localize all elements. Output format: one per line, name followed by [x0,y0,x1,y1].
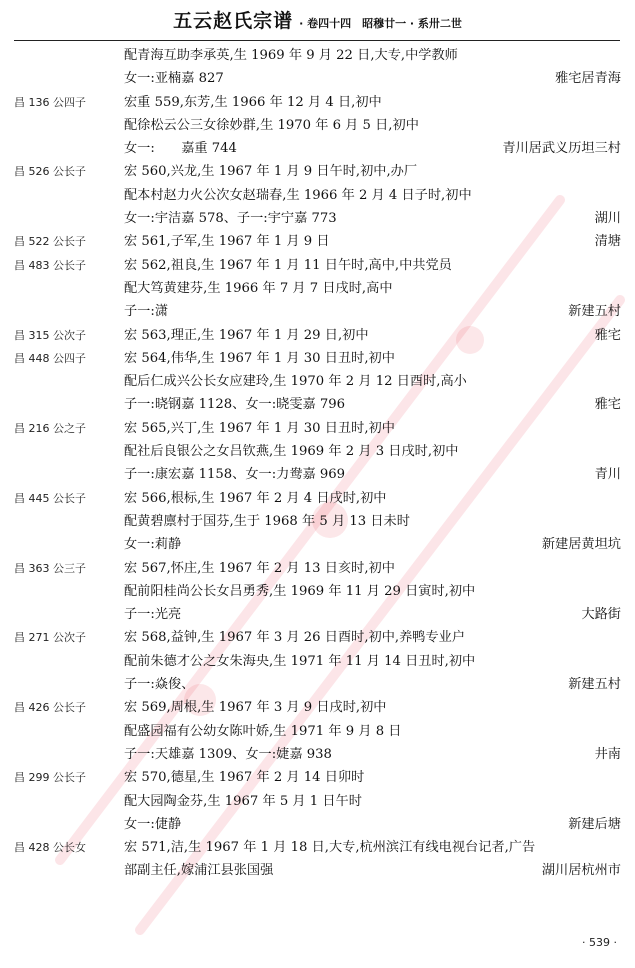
entry-text: 女一:宇洁嘉 578、子一:宇宁嘉 773 [124,211,337,227]
residence-label: 青川居武义历坦三村 [502,141,621,157]
entry-line [0,160,635,183]
entry-line [0,533,635,556]
residence-label: 大路街 [581,607,621,623]
residence-label: 青川 [594,467,621,483]
entry-text: 子一:光亮 [124,607,182,623]
page-number: · 539 · [582,936,617,949]
entry-text: 配盛园福有公幼女陈叶娇,生 1971 年 9 月 8 日 [124,723,402,739]
entry-text: 配黄碧廪村于国芬,生于 1968 年 5 月 13 日未时 [124,513,410,529]
lineage-ref: 昌 426 公长子 [14,701,86,715]
entry-line [0,300,635,323]
entry-text: 配本村赵力火公次女赵瑞春,生 1966 年 2 月 4 日子时,初中 [124,187,472,203]
entry-text: 宏 561,子军,生 1967 年 1 月 9 日 [124,234,330,250]
entry-line [0,44,635,67]
lineage-ref: 昌 483 公长子 [14,258,86,272]
genealogy-title: 五云赵氏宗谱 [173,10,294,32]
entry-line [0,510,635,533]
entry-text: 女一:莉静 [124,537,182,553]
entry-text: 宏 568,益钟,生 1967 年 3 月 26 日酉时,初中,养鸭专业户 [124,630,466,646]
entry-text: 女一:亚楠嘉 827 [124,71,224,87]
entry-line [0,114,635,137]
residence-label: 雅宅 [594,397,621,413]
entry-line [0,487,635,510]
entry-line [0,626,635,649]
entry-line [0,580,635,603]
entry-text: 配前阳桂尚公长女吕勇秀,生 1969 年 11 月 29 日寅时,初中 [124,583,476,599]
entry-text: 宏 564,伟华,生 1967 年 1 月 30 日丑时,初中 [124,350,395,366]
residence-label: 清塘 [594,234,621,250]
header-rule [14,40,620,41]
entry-text: 子一:晓钢嘉 1128、女一:晓雯嘉 796 [124,397,346,413]
residence-label: 湖川居杭州市 [541,863,621,879]
entry-line [0,766,635,789]
entry-text: 子一:潇 [124,304,169,320]
entry-text: 配前朱德才公之女朱海央,生 1971 年 11 月 14 日丑时,初中 [124,653,476,669]
residence-label: 新建五村 [568,677,621,693]
entry-line [0,650,635,673]
entry-line [0,67,635,90]
entry-line [0,207,635,230]
entry-line [0,603,635,626]
entry-text: 子一:焱俊、 [124,677,195,693]
entry-text: 女一:倢静 [124,816,182,832]
entry-text: 宏 571,洁,生 1967 年 1 月 18 日,大专,杭州滨江有线电视台记者,广告 [124,840,536,856]
page-header [0,6,635,36]
entry-text: 宏重 559,东芳,生 1966 年 12 月 4 日,初中 [124,94,382,110]
lineage-ref: 昌 526 公长子 [14,165,86,179]
entry-line [0,184,635,207]
entry-line [0,720,635,743]
entry-text: 宏 560,兴龙,生 1967 年 1 月 9 日午时,初中,办厂 [124,164,418,180]
volume-subtitle: · 卷四十四 昭穆廿一 · 系卅二世 [299,17,462,30]
entry-text: 宏 563,理正,生 1967 年 1 月 29 日,初中 [124,327,369,343]
entry-text: 宏 567,怀庄,生 1967 年 2 月 13 日亥时,初中 [124,560,395,576]
residence-label: 新建五村 [568,304,621,320]
entry-line [0,859,635,882]
entry-text: 配徐松云公三女徐妙群,生 1970 年 6 月 5 日,初中 [124,117,419,133]
residence-label: 新建后塘 [568,816,621,832]
entry-line [0,813,635,836]
entry-line [0,696,635,719]
lineage-ref: 昌 315 公次子 [14,328,86,342]
entry-line [0,277,635,300]
residence-label: 湖川 [594,211,621,227]
entry-line [0,743,635,766]
entry-line [0,347,635,370]
residence-label: 雅宅 [594,327,621,343]
entry-text: 配大笃黄建芬,生 1966 年 7 月 7 日戌时,高中 [124,280,393,296]
entry-text: 宏 562,祖良,生 1967 年 1 月 11 日午时,高中,中共党员 [124,257,452,273]
entry-line [0,370,635,393]
entry-line [0,790,635,813]
entry-text: 配后仁成兴公长女应建玲,生 1970 年 2 月 12 日酉时,高小 [124,374,467,390]
entry-line [0,91,635,114]
entry-line [0,417,635,440]
entry-line [0,463,635,486]
lineage-ref: 昌 136 公四子 [14,95,86,109]
entry-line [0,440,635,463]
entry-text: 女一: 嘉重 744 [124,141,237,157]
entry-line [0,324,635,347]
entry-text: 宏 566,根标,生 1967 年 2 月 4 日戌时,初中 [124,490,387,506]
residence-label: 井南 [594,746,621,762]
entry-line [0,836,635,859]
residence-label: 新建居黄坦坑 [541,537,621,553]
entry-line [0,557,635,580]
lineage-ref: 昌 216 公之子 [14,421,86,435]
entry-line [0,137,635,160]
entry-line [0,673,635,696]
entry-text: 宏 565,兴丁,生 1967 年 1 月 30 日丑时,初中 [124,420,395,436]
entry-line [0,230,635,253]
entry-text: 宏 570,德星,生 1967 年 2 月 14 日卯时 [124,770,365,786]
lineage-ref: 昌 363 公三子 [14,561,86,575]
entry-line [0,254,635,277]
lineage-ref: 昌 299 公长子 [14,771,86,785]
entry-line [0,393,635,416]
lineage-ref: 昌 448 公四子 [14,351,86,365]
entry-text: 配社后良银公之女吕钦燕,生 1969 年 2 月 3 日戌时,初中 [124,444,459,460]
entry-text: 部副主任,嫁浦江县张国强 [124,863,274,879]
residence-label: 雅宅居青海 [555,71,621,87]
entry-text: 子一:天雄嘉 1309、女一:婕嘉 938 [124,746,332,762]
entry-text: 配大园陶金芬,生 1967 年 5 月 1 日午时 [124,793,362,809]
entry-text: 宏 569,周根,生 1967 年 3 月 9 日戌时,初中 [124,700,387,716]
entries-list [0,44,635,883]
lineage-ref: 昌 445 公长子 [14,491,86,505]
entry-text: 子一:康宏嘉 1158、女一:力鸯嘉 969 [124,467,346,483]
entry-text: 配青海互助李承英,生 1969 年 9 月 22 日,大专,中学教师 [124,48,458,63]
lineage-ref: 昌 428 公长女 [14,841,86,855]
lineage-ref: 昌 522 公长子 [14,235,86,249]
lineage-ref: 昌 271 公次子 [14,631,86,645]
